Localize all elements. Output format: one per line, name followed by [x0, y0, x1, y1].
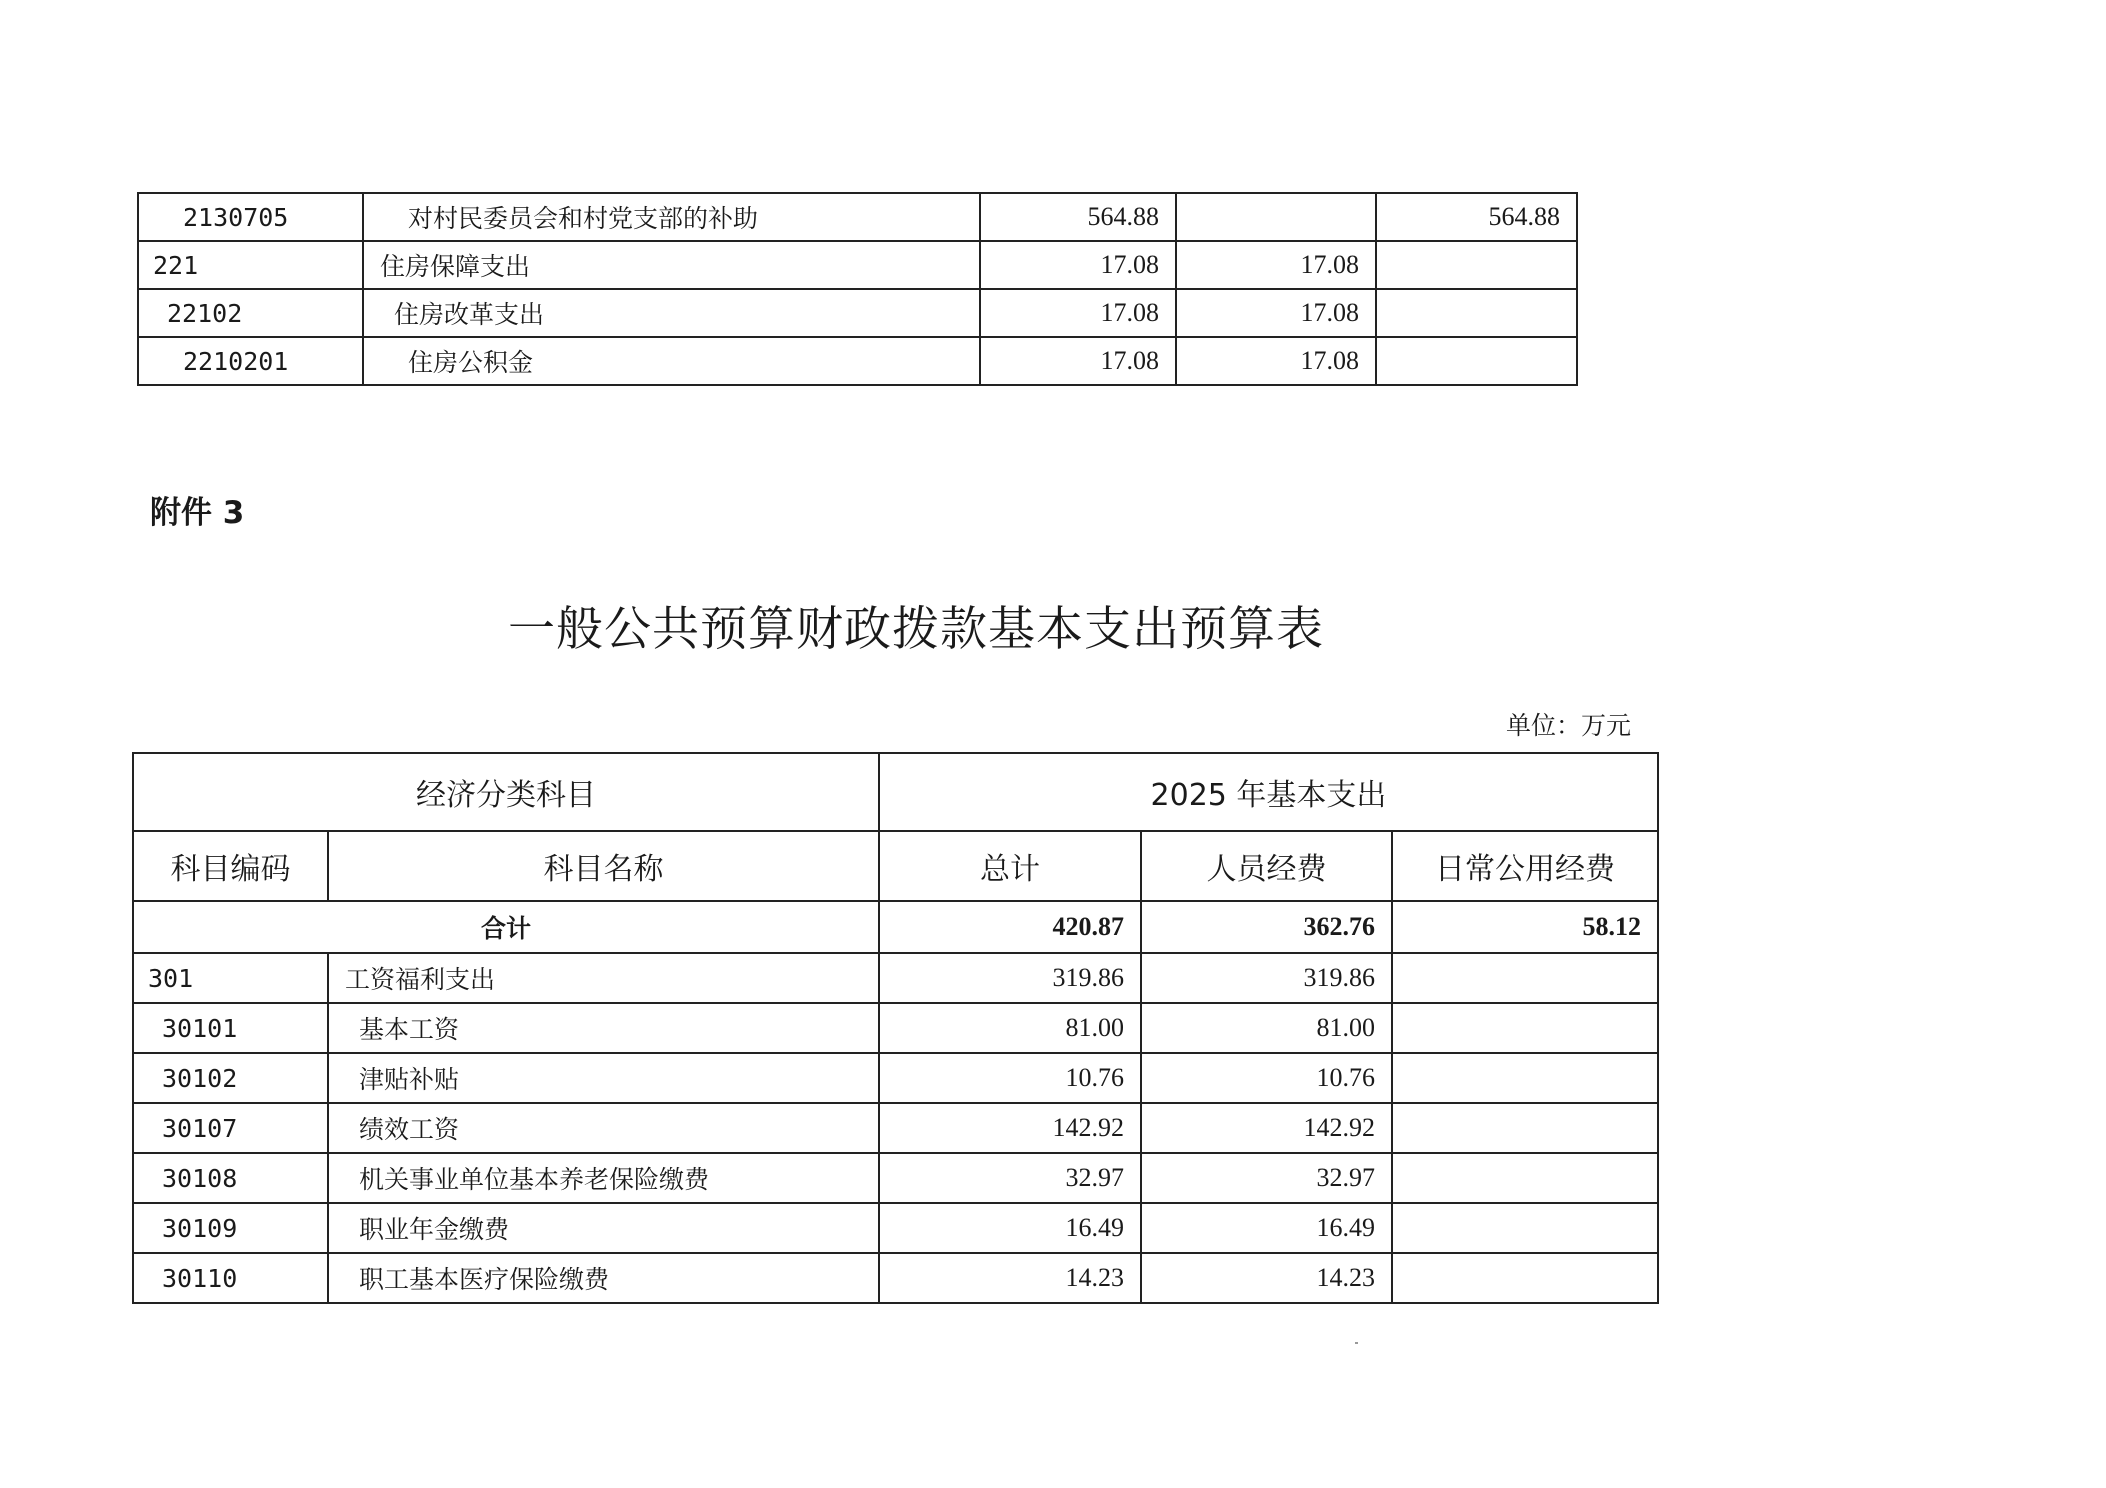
row-code: 30101 [133, 1003, 328, 1053]
row-total: 17.08 [980, 289, 1176, 337]
header-group-row [133, 753, 1658, 831]
row-personnel [1176, 193, 1376, 241]
row-code: 30109 [133, 1203, 328, 1253]
row-personnel: 81.00 [1141, 1003, 1392, 1053]
table-row [133, 1053, 1658, 1103]
total-total: 420.87 [879, 901, 1141, 953]
column-header-total: 总计 [879, 831, 1141, 901]
row-personnel: 17.08 [1176, 241, 1376, 289]
row-code: 22102 [138, 289, 363, 337]
row-other [1376, 289, 1577, 337]
total-daily: 58.12 [1392, 901, 1658, 953]
table-row [138, 241, 1577, 289]
table-row [138, 193, 1577, 241]
table-row [133, 1103, 1658, 1153]
row-name: 职业年金缴费 [328, 1203, 879, 1253]
row-total: 17.08 [980, 337, 1176, 385]
row-name: 职工基本医疗保险缴费 [328, 1253, 879, 1303]
row-personnel: 32.97 [1141, 1153, 1392, 1203]
row-total: 17.08 [980, 241, 1176, 289]
row-name: 对村民委员会和村党支部的补助 [363, 193, 980, 241]
row-name: 工资福利支出 [328, 953, 879, 1003]
row-name: 基本工资 [328, 1003, 879, 1053]
row-daily [1392, 1203, 1658, 1253]
table-row [133, 1253, 1658, 1303]
row-code: 301 [133, 953, 328, 1003]
row-personnel: 142.92 [1141, 1103, 1392, 1153]
row-other: 564.88 [1376, 193, 1577, 241]
row-daily [1392, 1053, 1658, 1103]
row-name: 住房公积金 [363, 337, 980, 385]
scan-speck [1355, 1342, 1358, 1344]
header-economic-classification: 经济分类科目 [133, 753, 879, 831]
row-name: 绩效工资 [328, 1103, 879, 1153]
row-personnel: 14.23 [1141, 1253, 1392, 1303]
row-personnel: 10.76 [1141, 1053, 1392, 1103]
total-row [133, 901, 1658, 953]
row-total: 10.76 [879, 1053, 1141, 1103]
row-daily [1392, 953, 1658, 1003]
table-row [133, 1153, 1658, 1203]
column-header-code: 科目编码 [133, 831, 328, 901]
row-code: 30107 [133, 1103, 328, 1153]
row-personnel: 17.08 [1176, 337, 1376, 385]
table-row [133, 1203, 1658, 1253]
row-code: 221 [138, 241, 363, 289]
table-row [133, 1003, 1658, 1053]
row-other [1376, 241, 1577, 289]
table-row [138, 337, 1577, 385]
basic-expenditure-budget-table [132, 752, 1659, 1304]
row-total: 319.86 [879, 953, 1141, 1003]
row-total: 81.00 [879, 1003, 1141, 1053]
table-row [133, 953, 1658, 1003]
row-daily [1392, 1153, 1658, 1203]
row-code: 2210201 [138, 337, 363, 385]
page-title: 一般公共预算财政拨款基本支出预算表 [508, 602, 1324, 657]
row-total: 142.92 [879, 1103, 1141, 1153]
unit-label: 单位：万元 [1506, 711, 1632, 740]
row-code: 30108 [133, 1153, 328, 1203]
column-header-daily: 日常公用经费 [1392, 831, 1658, 901]
attachment-label: 附件 3 [150, 495, 245, 531]
continued-table-body [138, 193, 1577, 385]
row-name: 住房改革支出 [363, 289, 980, 337]
table-row [138, 289, 1577, 337]
row-total: 564.88 [980, 193, 1176, 241]
total-label: 合计 [133, 901, 879, 953]
row-personnel: 319.86 [1141, 953, 1392, 1003]
row-name: 机关事业单位基本养老保险缴费 [328, 1153, 879, 1203]
row-code: 30102 [133, 1053, 328, 1103]
row-daily [1392, 1103, 1658, 1153]
row-personnel: 16.49 [1141, 1203, 1392, 1253]
column-header-name: 科目名称 [328, 831, 879, 901]
row-name: 住房保障支出 [363, 241, 980, 289]
budget-table-body [133, 901, 1658, 1303]
row-name: 津贴补贴 [328, 1053, 879, 1103]
total-personnel: 362.76 [1141, 901, 1392, 953]
row-total: 14.23 [879, 1253, 1141, 1303]
continued-budget-table [137, 192, 1578, 386]
row-other [1376, 337, 1577, 385]
row-total: 32.97 [879, 1153, 1141, 1203]
column-header-personnel: 人员经费 [1141, 831, 1392, 901]
row-code: 2130705 [138, 193, 363, 241]
header-basic-expenditure-2025: 2025 年基本支出 [879, 753, 1658, 831]
row-personnel: 17.08 [1176, 289, 1376, 337]
header-column-row [133, 831, 1658, 901]
row-daily [1392, 1003, 1658, 1053]
row-daily [1392, 1253, 1658, 1303]
row-code: 30110 [133, 1253, 328, 1303]
row-total: 16.49 [879, 1203, 1141, 1253]
